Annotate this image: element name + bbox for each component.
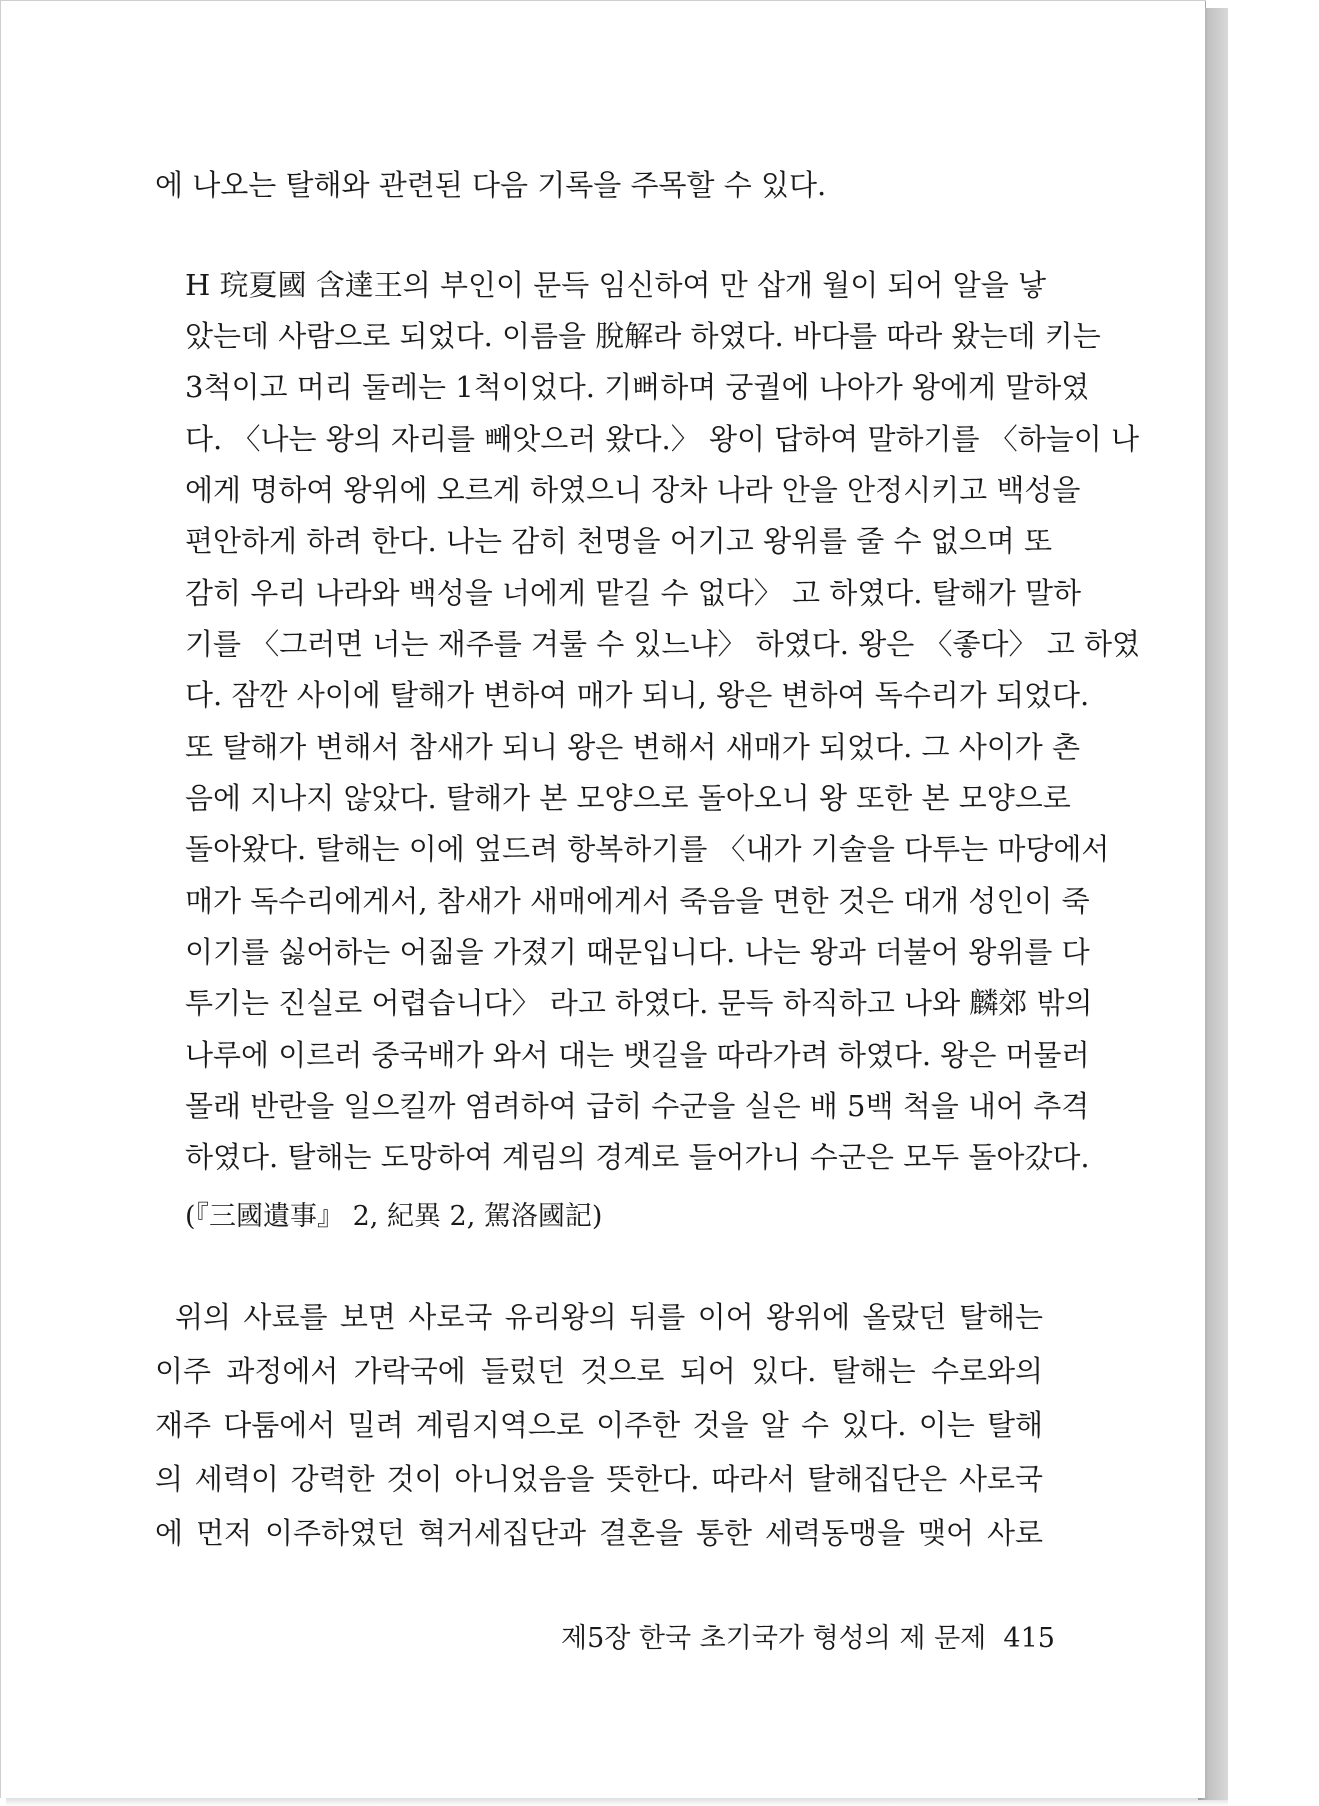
body-line: 에 먼저 이주하였던 혁거세집단과 결혼을 통한 세력동맹을 맺어 사로 [155,1516,1043,1550]
quote-line: 또 탈해가 변해서 참새가 되니 왕은 변해서 새매가 되었다. 그 사이가 촌 [185,730,1081,764]
quote-line: 기를 〈그러면 너는 재주를 겨룰 수 있느냐〉 하였다. 왕은 〈좋다〉 고 하였 [185,627,1140,661]
quote-line: 감히 우리 나라와 백성을 너에게 맡길 수 없다〉 고 하였다. 탈해가 말하 [185,576,1081,610]
quote-source: (『三國遺事』 2, 紀異 2, 駕洛國記) [185,1201,603,1232]
body-line: 이주 과정에서 가락국에 들렀던 것으로 되어 있다. 탈해는 수로와의 [155,1354,1043,1388]
quote-line: 나루에 이르러 중국배가 와서 대는 뱃길을 따라가려 하였다. 왕은 머물러 [185,1038,1090,1072]
quote-line: 다. 잠깐 사이에 탈해가 변하여 매가 되니, 왕은 변하여 독수리가 되었다. [185,678,1090,712]
quote-line: 돌아왔다. 탈해는 이에 엎드려 항복하기를 〈내가 기술을 다투는 마당에서 [185,832,1110,866]
quote-line: 3척이고 머리 둘레는 1척이었다. 기뻐하며 궁궐에 나아가 왕에게 말하였 [185,370,1090,404]
quote-line: 았는데 사람으로 되었다. 이름을 脫解라 하였다. 바다를 따라 왔는데 키는 [185,319,1101,353]
quote-line: 에게 명하여 왕위에 오르게 하였으니 장차 나라 안을 안정시키고 백성을 [185,473,1081,507]
quote-line: 다. 〈나는 왕의 자리를 빼앗으러 왔다.〉 왕이 답하여 말하기를 〈하늘이 나 [185,422,1139,456]
body-line: 위의 사료를 보면 사로국 유리왕의 뒤를 이어 왕위에 올랐던 탈해는 [175,1300,1043,1334]
page-number: 415 [1003,1623,1055,1654]
quote-line: H 琓夏國 含達王의 부인이 문득 임신하여 만 삽개 월이 되어 알을 낳 [185,268,1046,302]
quote-line: 이기를 싫어하는 어짊을 가졌기 때문입니다. 나는 왕과 더불어 왕위를 다 [185,935,1090,969]
quote-line: 투기는 진실로 어렵습니다〉 라고 하였다. 문득 하직하고 나와 麟郊 밖의 [185,986,1093,1020]
quote-line: 편안하게 하려 한다. 나는 감히 천명을 어기고 왕위를 줄 수 없으며 또 [185,524,1052,558]
running-footer [561,1619,1055,1659]
quote-line: 하였다. 탈해는 도망하여 계림의 경계로 들어가니 수군은 모두 돌아갔다. [185,1140,1090,1174]
footer-chapter: 제5장 한국 초기국가 형성의 제 문제 [561,1623,987,1654]
quote-line: 음에 지나지 않았다. 탈해가 본 모양으로 돌아오니 왕 또한 본 모양으로 [185,781,1071,815]
body-line: 의 세력이 강력한 것이 아니었음을 뜻한다. 따라서 탈해집단은 사로국 [155,1462,1043,1496]
quote-line: 몰래 반란을 일으킬까 염려하여 급히 수군을 실은 배 5백 척을 내어 추격 [185,1089,1090,1123]
body-line: 재주 다툼에서 밀려 계림지역으로 이주한 것을 알 수 있다. 이는 탈해 [155,1408,1043,1442]
quote-line: 매가 독수리에게서, 참새가 새매에게서 죽음을 면한 것은 대개 성인이 죽 [185,884,1090,918]
intro-line: 에 나오는 탈해와 관련된 다음 기록을 주목할 수 있다. [155,168,827,202]
